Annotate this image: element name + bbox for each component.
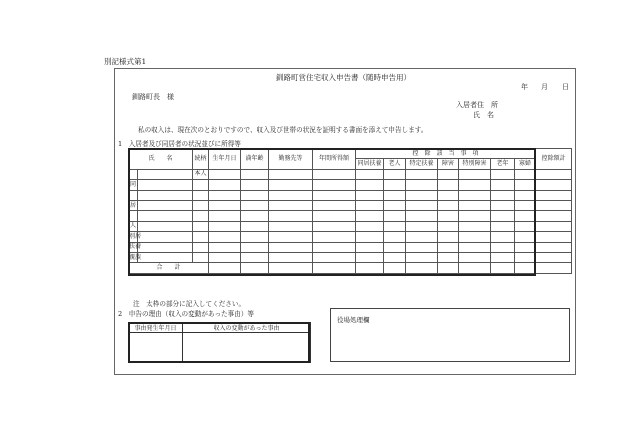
- deduction-item: 同居扶養: [356, 159, 384, 169]
- date-day-label: 日: [562, 83, 569, 91]
- table-row: [129, 180, 572, 190]
- side-label: 人: [129, 221, 138, 231]
- reason-table: [128, 322, 311, 363]
- relation-header: 続柄: [193, 149, 209, 170]
- table-row: [129, 190, 572, 200]
- office-use-box: [330, 308, 570, 362]
- employer-header: 勤務先等: [269, 149, 313, 170]
- reason-header: 収入の変動があった事由: [183, 323, 311, 333]
- table-row-total: [129, 263, 572, 273]
- annual-income-header: 年間所得額: [313, 149, 356, 170]
- form-number: 別記様式第1: [104, 57, 147, 66]
- reason-field[interactable]: [183, 333, 311, 363]
- table-row-self: [129, 169, 572, 179]
- household-table: [128, 148, 572, 274]
- addressee: 釧路町長 様: [132, 93, 174, 101]
- declaration-text: 私の収入は、現在次のとおりですので、収入及び世帯の状況を証明する書面を添えて申告します。: [138, 126, 428, 134]
- section-2-title: 2 申告の理由（収入の変動があった事由）等: [118, 310, 255, 318]
- table-row: [129, 200, 572, 210]
- table-row: [129, 242, 572, 252]
- deduction-item: 老年: [491, 159, 515, 169]
- note-text: 注 太枠の部分に記入してください。: [133, 300, 246, 308]
- deduction-total-header: 控除額計: [536, 149, 572, 170]
- form-title: 釧路町営住宅収入申告書（随時申告用）: [276, 73, 411, 82]
- office-use-label: 役場処理欄: [337, 316, 370, 324]
- table-row: [129, 221, 572, 231]
- name-header: 氏 名: [129, 149, 193, 170]
- deduction-group-header: 控 除 該 当 事 項: [356, 149, 536, 159]
- applicant-name-label: 氏 名: [473, 111, 494, 119]
- self-label: 本人: [193, 169, 209, 179]
- age-header: 満年齢: [241, 149, 269, 170]
- section-1-title: 1 入居者及び同居者の状況並びに所得等: [118, 140, 241, 148]
- side-label: 別居: [129, 232, 138, 242]
- table-row: [129, 252, 572, 262]
- side-label: 扶養: [129, 242, 138, 252]
- date-month-label: 月: [541, 83, 548, 91]
- reason-date-header: 事由発生年月日: [129, 323, 183, 333]
- date-year-label: 年: [521, 83, 528, 91]
- deduction-item: 老人: [384, 159, 406, 169]
- applicant-address-label: 入居者住 所: [456, 101, 498, 109]
- deduction-item: 特別障害: [459, 159, 491, 169]
- total-label: 合 計: [129, 263, 209, 273]
- side-label: 同: [129, 180, 138, 190]
- table-row: [129, 211, 572, 221]
- table-row: [129, 232, 572, 242]
- deduction-item: 寡婦: [515, 159, 536, 169]
- side-label: 親族: [129, 252, 138, 262]
- deduction-item: 障害: [438, 159, 459, 169]
- birthdate-header: 生年月日: [209, 149, 241, 170]
- side-label: 居: [129, 200, 138, 210]
- deduction-item: 特定扶養: [406, 159, 438, 169]
- reason-date-field[interactable]: [129, 333, 183, 363]
